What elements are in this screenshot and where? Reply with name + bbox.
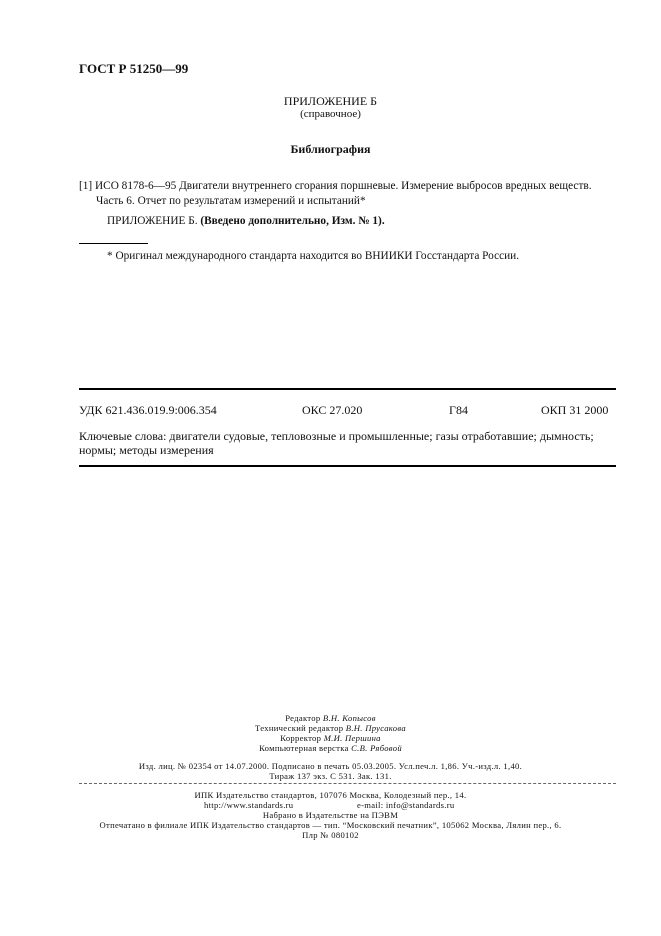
license-line: Изд. лиц. № 02354 от 14.07.2000. Подписано в печать 05.03.2005. Усл.печ.л. 1,86. Уч.-изд.л. 1,40. — [138, 761, 523, 771]
appendix-note-bold: (Введено дополнительно, Изм. № 1). — [200, 215, 385, 227]
printed-line: Отпечатано в филиале ИПК Издательство стандартов — тип. “Московский печатник”, 105062 Москва, Лялин пер., 6. — [99, 820, 562, 830]
udk-code: УДК 621.436.019.9:006.354 — [79, 403, 217, 417]
plr-line: Плр № 080102 — [302, 830, 359, 840]
print-run-line: Тираж 137 экз. С 531. Зак. 131. — [269, 771, 392, 781]
corrector-line — [0, 733, 661, 743]
keywords-line1: Ключевые слова: двигатели судовые, тепловозные и промышленные; газы отработавшие; дымность; — [79, 429, 594, 443]
editor-line — [0, 713, 661, 723]
top-rule — [79, 388, 616, 390]
layout-line — [0, 743, 661, 753]
bottom-rule — [79, 465, 616, 467]
corrector-name: М.И. Першина — [323, 733, 381, 743]
email-link[interactable]: e-mail: info@standards.ru — [357, 800, 455, 810]
typeset-line: Набрано в Издательстве на ПЭВМ — [262, 810, 399, 820]
appendix-title: ПРИЛОЖЕНИЕ Б — [283, 94, 378, 108]
tech-editor-name: В.Н. Прусакова — [345, 723, 406, 733]
group-code: Г84 — [449, 403, 468, 417]
layout-label: Компьютерная верстка — [259, 743, 352, 753]
publisher-line: ИПК Издательство стандартов, 107076 Москва, Колодезный пер., 14. — [194, 790, 467, 800]
tech-editor-label: Технический редактор — [255, 723, 346, 733]
layout-name: С.В. Рябовой — [351, 743, 402, 753]
imprint-divider — [79, 783, 616, 784]
website-link[interactable]: http://www.standards.ru — [204, 800, 294, 810]
editor-name: В.Н. Копысов — [322, 713, 376, 723]
bibliography-entry-continuation: Часть 6. Отчет по результатам измерений и испытаний* — [96, 195, 366, 207]
document-header: ГОСТ Р 51250—99 — [79, 61, 189, 76]
keywords-line2: нормы; методы измерения — [79, 443, 214, 457]
appendix-subtitle: (справочное) — [300, 108, 361, 120]
oks-code: ОКС 27.020 — [302, 403, 363, 417]
footnote: * Оригинал международного стандарта находится во ВНИИКИ Госстандарта России. — [107, 250, 520, 262]
okp-code: ОКП 31 2000 — [541, 403, 609, 417]
section-title: Библиография — [290, 142, 371, 156]
editor-label: Редактор — [285, 713, 323, 723]
corrector-label: Корректор — [280, 733, 324, 743]
tech-editor-line — [0, 723, 661, 733]
appendix-note — [107, 215, 385, 227]
appendix-note-prefix: ПРИЛОЖЕНИЕ Б. — [107, 215, 201, 227]
footnote-divider — [79, 243, 148, 244]
bibliography-entry: [1] ИСО 8178-6—95 Двигатели внутреннего сгорания поршневые. Измерение выбросов вредных веществ. — [79, 180, 592, 192]
